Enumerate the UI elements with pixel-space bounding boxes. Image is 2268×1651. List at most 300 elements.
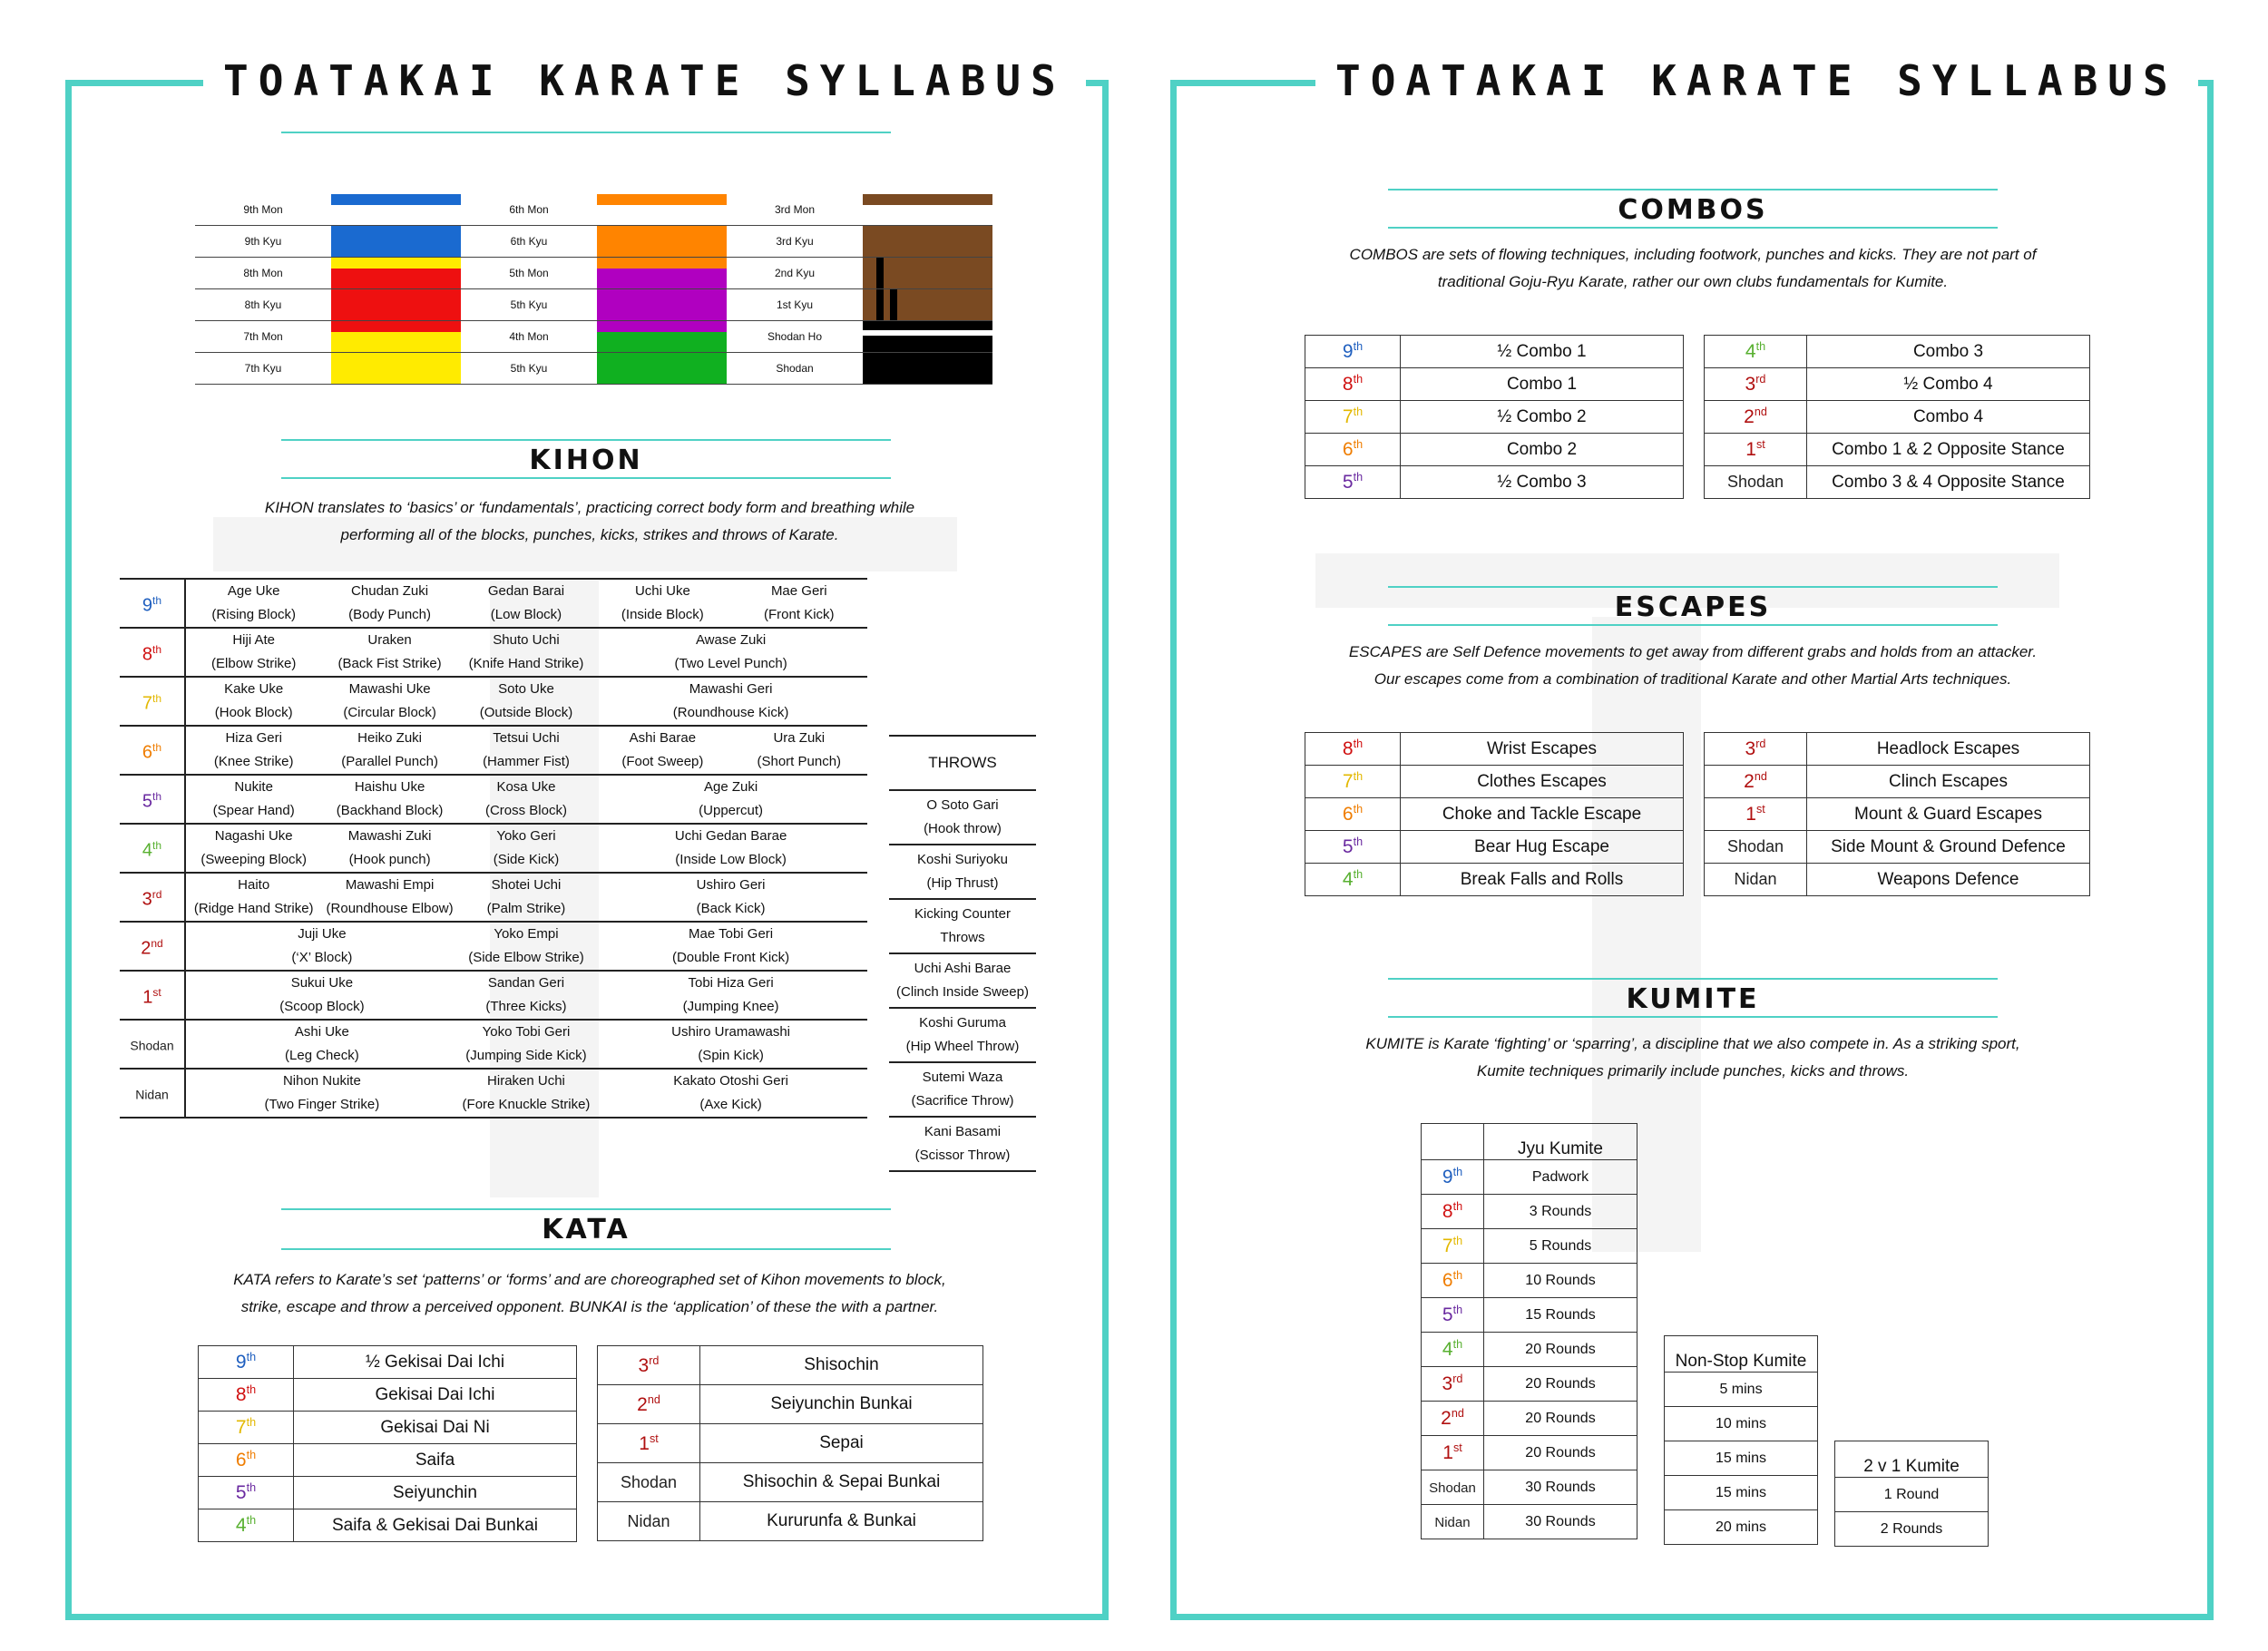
kihon-row [120, 873, 867, 922]
grade-number: 2 [141, 938, 152, 959]
technique-cell [185, 580, 321, 628]
technique-name: Ura Zuki [773, 730, 826, 746]
grade-suffix: th [1452, 1235, 1463, 1247]
grade-row [1705, 831, 2090, 864]
grade-suffix: th [1353, 438, 1364, 451]
grade-row [1305, 368, 1684, 401]
combos-desc-line-2: traditional Goju-Ryu Karate, rather our own clubs fundamentals for Kumite. [1437, 273, 1949, 290]
technique-name: Gedan Barai [487, 583, 565, 599]
grade-cell [120, 726, 185, 775]
item-cell: Gekisai Dai Ichi [294, 1379, 577, 1412]
technique-translation: (Sweeping Block) [200, 852, 308, 867]
belt-label: 3rd Kyu [727, 226, 863, 258]
grade-number: 4 [1342, 869, 1354, 890]
grade-row [1305, 733, 1684, 766]
grade-cell [120, 628, 185, 677]
grade-suffix: th [1452, 1338, 1463, 1351]
technique-cell [458, 628, 594, 677]
throw-row [889, 1117, 1036, 1171]
item-cell: ½ Combo 3 [1401, 466, 1684, 499]
nonstop-row [1665, 1373, 1818, 1407]
grade-cell [1422, 1402, 1484, 1436]
technique-cell [185, 971, 458, 1020]
nonstop-row [1665, 1441, 1818, 1476]
item-cell: Combo 3 [1807, 336, 2090, 368]
jyu-value: 20 Rounds [1484, 1436, 1637, 1470]
grade-number: 1 [1442, 1442, 1453, 1463]
technique-translation: (‘X’ Block) [291, 950, 353, 965]
technique-translation: (Back Kick) [696, 901, 766, 916]
belt-swatch [597, 289, 727, 321]
grade-cell [1422, 1367, 1484, 1402]
grade-row [1705, 368, 2090, 401]
grade-number: 7 [1442, 1236, 1453, 1256]
grade-suffix: rd [649, 1353, 660, 1367]
belt-swatch [863, 258, 992, 289]
jyu-value: 3 Rounds [1484, 1195, 1637, 1229]
grade-number: 8 [1342, 738, 1354, 759]
item-cell: Shisochin [700, 1346, 983, 1385]
nonstop-value: 15 mins [1665, 1476, 1818, 1510]
technique-cell [458, 677, 594, 726]
grade-number: 8 [142, 644, 153, 665]
grade-number: 9 [1342, 341, 1354, 362]
throw-translation: Throws [940, 930, 985, 945]
grade-number: 9 [142, 595, 153, 616]
belt-swatch [597, 353, 727, 385]
grade-cell [1305, 798, 1401, 831]
grade-number: 1 [1745, 804, 1756, 825]
grade-number: 9 [1442, 1167, 1453, 1187]
technique-translation: (Foot Sweep) [621, 754, 704, 769]
grade-row [1705, 336, 2090, 368]
grade-cell [120, 824, 185, 873]
grade-number: 6 [142, 742, 153, 763]
grade-row [199, 1509, 577, 1542]
grade-number: 1 [142, 987, 153, 1008]
technique-translation: (Cross Block) [484, 803, 567, 818]
technique-name: Ushiro Uramawashi [671, 1024, 791, 1040]
technique-name: Yoko Geri [496, 828, 556, 844]
grade-number: 6 [235, 1450, 247, 1470]
grade-cell [1422, 1333, 1484, 1367]
technique-cell [321, 824, 457, 873]
belt-label: 5th Mon [461, 258, 597, 289]
belt-swatch [863, 321, 992, 353]
kihon-description [136, 494, 1043, 549]
grade-row [1705, 864, 2090, 896]
technique-cell [458, 580, 594, 628]
grade-cell [1705, 766, 1807, 798]
kihon-top-line [281, 439, 891, 441]
belt-label: 7th Kyu [195, 353, 331, 385]
technique-cell [458, 1020, 594, 1069]
technique-name: Ushiro Geri [696, 877, 766, 893]
throw-name: O Soto Gari [926, 797, 999, 813]
technique-cell [458, 775, 594, 824]
belt-label: 9th Mon [195, 194, 331, 226]
technique-name: Mae Geri [770, 583, 827, 599]
grade-row [1705, 466, 2090, 499]
technique-name: Haito [238, 877, 270, 893]
combos-description [1239, 241, 2146, 296]
belt-label: 5th Kyu [461, 353, 597, 385]
grade-number: 3 [1745, 374, 1756, 395]
grade-cell [1705, 798, 1807, 831]
throw-cell [889, 845, 1036, 899]
grade-suffix: th [246, 1514, 257, 1527]
grade-number: 2 [1744, 406, 1755, 427]
throw-name: Kani Basami [924, 1124, 1002, 1139]
grade-cell [199, 1509, 294, 1542]
technique-translation: (Jumping Side Kick) [465, 1048, 587, 1063]
throw-cell [889, 953, 1036, 1008]
grade-number: 6 [1342, 804, 1354, 825]
grade-suffix: rd [1755, 373, 1766, 386]
technique-cell [594, 775, 867, 824]
escapes-table-left [1305, 732, 1684, 896]
grade-row [1305, 434, 1684, 466]
item-cell: ½ Combo 2 [1401, 401, 1684, 434]
technique-cell [185, 1069, 458, 1118]
jyu-value: Padwork [1484, 1160, 1637, 1195]
kihon-row [120, 922, 867, 971]
escapes-table-right [1704, 732, 2090, 896]
item-cell: Headlock Escapes [1807, 733, 2090, 766]
technique-name: Juji Uke [298, 926, 347, 942]
technique-name: Yoko Empi [494, 926, 559, 942]
technique-name: Shotei Uchi [491, 877, 562, 893]
item-cell: ½ Combo 4 [1807, 368, 2090, 401]
technique-cell [321, 677, 457, 726]
grade-number: 6 [1442, 1270, 1453, 1291]
grade-row [1305, 864, 1684, 896]
grade-cell [199, 1444, 294, 1477]
grade-suffix: st [1755, 803, 1765, 816]
belt-swatch [331, 258, 461, 289]
grade-row [1705, 401, 2090, 434]
belt-swatch [597, 258, 727, 289]
kumite-desc-line-2: Kumite techniques primarily include punches, kicks and throws. [1476, 1062, 1910, 1080]
two-v-one-row [1835, 1512, 1989, 1547]
grade-number: 3 [1745, 738, 1756, 759]
technique-cell [185, 922, 458, 971]
grade-suffix: th [1353, 770, 1364, 783]
technique-name: Mawashi Geri [689, 681, 773, 697]
technique-cell [185, 1020, 458, 1069]
throw-translation: (Hip Thrust) [926, 875, 999, 891]
grade-cell [1422, 1505, 1484, 1539]
grade-number: 4 [142, 840, 153, 861]
belt-row [195, 194, 992, 226]
belt-swatch [331, 289, 461, 321]
grade-cell [1305, 733, 1401, 766]
jyu-row [1422, 1402, 1637, 1436]
throw-name: Sutemi Waza [922, 1070, 1003, 1085]
item-cell: Mount & Guard Escapes [1807, 798, 2090, 831]
grade-suffix: th [246, 1416, 257, 1429]
technique-name: Mae Tobi Geri [689, 926, 774, 942]
grade-cell [120, 580, 185, 628]
technique-cell [594, 873, 867, 922]
technique-translation: (Roundhouse Elbow) [326, 901, 454, 916]
grade-row [1305, 831, 1684, 864]
two-v-one-header: 2 v 1 Kumite [1835, 1441, 1989, 1478]
technique-cell [594, 922, 867, 971]
grade-cell [1705, 733, 1807, 766]
belt-label: 6th Mon [461, 194, 597, 226]
grade-row [598, 1463, 983, 1502]
kihon-row [120, 775, 867, 824]
grade-row [1305, 798, 1684, 831]
grade-row [1705, 766, 2090, 798]
technique-name: Tobi Hiza Geri [688, 975, 774, 991]
throw-row [889, 845, 1036, 899]
item-cell: Combo 1 [1401, 368, 1684, 401]
technique-name: Ashi Uke [294, 1024, 349, 1040]
nonstop-row [1665, 1510, 1818, 1545]
escapes-heading: ESCAPES [1614, 591, 1772, 623]
technique-name: Soto Uke [498, 681, 554, 697]
throw-translation: (Hip Wheel Throw) [905, 1039, 1020, 1054]
grade-cell [120, 1069, 185, 1118]
technique-cell [185, 873, 321, 922]
throw-cell [889, 1062, 1036, 1117]
grade-row [199, 1346, 577, 1379]
grade-suffix: st [649, 1431, 659, 1445]
jyu-row [1422, 1298, 1637, 1333]
belt-label: 8th Kyu [195, 289, 331, 321]
technique-name: Mawashi Uke [348, 681, 431, 697]
grade-suffix: th [246, 1481, 257, 1494]
belt-row [195, 226, 992, 258]
kihon-table [120, 578, 867, 1119]
grade-number: 4 [1442, 1339, 1453, 1360]
combos-heading: COMBOS [1618, 194, 1768, 226]
belt-row [195, 258, 992, 289]
technique-name: Ashi Barae [629, 730, 697, 746]
throw-translation: (Sacrifice Throw) [911, 1093, 1014, 1109]
kumite-description [1239, 1031, 2146, 1085]
grade-row [1705, 434, 2090, 466]
grade-cell [120, 922, 185, 971]
throw-name: Uchi Ashi Barae [914, 961, 1012, 976]
item-cell: Wrist Escapes [1401, 733, 1684, 766]
grade-cell [1705, 368, 1807, 401]
grade-suffix: th [246, 1351, 257, 1363]
belt-row [195, 321, 992, 353]
two-v-one-row [1835, 1478, 1989, 1512]
grade-number: 3 [142, 889, 152, 910]
item-cell: Kururunfa & Bunkai [700, 1502, 983, 1541]
technique-cell [594, 971, 867, 1020]
combos-bottom-line [1388, 227, 1998, 229]
technique-name: Kosa Uke [496, 779, 556, 795]
kata-heading: KATA [542, 1214, 631, 1246]
technique-cell [594, 824, 867, 873]
jyu-value: 10 Rounds [1484, 1264, 1637, 1298]
technique-translation: (Front Kick) [764, 607, 835, 622]
grade-suffix: th [246, 1449, 257, 1461]
grade-number: 5 [1342, 472, 1354, 493]
item-cell: Clothes Escapes [1401, 766, 1684, 798]
technique-translation: (Body Punch) [348, 607, 432, 622]
combos-table-right [1704, 335, 2090, 499]
jyu-row [1422, 1470, 1637, 1505]
belt-row [195, 353, 992, 385]
technique-translation: (Knee Strike) [213, 754, 294, 769]
grade-cell [1705, 466, 1807, 499]
belt-swatch [331, 321, 461, 353]
right-page [1134, 0, 2268, 1651]
belt-label: 8th Mon [195, 258, 331, 289]
grade-cell [1422, 1195, 1484, 1229]
grade-number: 8 [235, 1384, 247, 1405]
jyu-row [1422, 1264, 1637, 1298]
grade-row [598, 1385, 983, 1424]
belt-swatch [597, 194, 727, 226]
grade-suffix: th [1353, 868, 1364, 881]
technique-name: Kake Uke [224, 681, 284, 697]
technique-name: Sukui Uke [290, 975, 354, 991]
technique-cell [321, 873, 457, 922]
kihon-row [120, 971, 867, 1020]
grade-cell [1305, 434, 1401, 466]
technique-cell [185, 775, 321, 824]
grade-number: 2 [1744, 771, 1755, 792]
item-cell: Shisochin & Sepai Bunkai [700, 1463, 983, 1502]
technique-translation: (Side Kick) [493, 852, 560, 867]
technique-translation: (Circular Block) [343, 705, 436, 720]
jyu-row [1422, 1229, 1637, 1264]
grade-cell [598, 1346, 700, 1385]
grade-number: 3 [638, 1354, 650, 1376]
grade-cell [199, 1379, 294, 1412]
technique-translation: (Low Block) [490, 607, 562, 622]
grade-number: Nidan [627, 1511, 670, 1530]
throw-name: Kicking Counter [914, 906, 1011, 922]
nonstop-value: 5 mins [1665, 1373, 1818, 1407]
kihon-row [120, 677, 867, 726]
grade-number: 8 [1342, 374, 1354, 395]
jyu-value: 20 Rounds [1484, 1367, 1637, 1402]
grade-suffix: th [152, 839, 162, 853]
grade-row [1705, 798, 2090, 831]
grade-suffix: th [1353, 340, 1364, 353]
grade-number: 9 [235, 1352, 247, 1373]
grade-row [1705, 733, 2090, 766]
grade-number: 2 [637, 1393, 648, 1415]
grade-suffix: th [1755, 340, 1766, 353]
technique-name: Age Uke [227, 583, 280, 599]
technique-translation: (Rising Block) [211, 607, 296, 622]
grade-cell [598, 1502, 700, 1541]
kihon-desc-line-1: KIHON translates to ‘basics’ or ‘fundamentals’, practicing correct body form and breathing while [264, 499, 915, 516]
kata-description [136, 1266, 1043, 1321]
technique-translation: (Two Level Punch) [674, 656, 787, 671]
grade-row [199, 1477, 577, 1509]
technique-translation: (Back Fist Strike) [337, 656, 442, 671]
technique-cell [594, 726, 730, 775]
technique-translation: (Scoop Block) [279, 999, 365, 1014]
technique-translation: (Short Punch) [757, 754, 842, 769]
throw-name: Koshi Guruma [919, 1015, 1006, 1031]
grade-row [199, 1412, 577, 1444]
escapes-bottom-line [1388, 624, 1998, 626]
grade-number: Nidan [135, 1087, 169, 1102]
grade-number: 7 [235, 1417, 247, 1438]
technique-cell [458, 726, 594, 775]
kihon-row [120, 580, 867, 628]
item-cell: Choke and Tackle Escape [1401, 798, 1684, 831]
grade-cell [120, 873, 185, 922]
item-cell: Clinch Escapes [1807, 766, 2090, 798]
technique-translation: (Hook punch) [348, 852, 431, 867]
kumite-heading: KUMITE [1626, 983, 1760, 1015]
grade-number: 7 [1342, 771, 1354, 792]
grade-cell [1422, 1229, 1484, 1264]
right-page-title: TOATAKAI KARATE SYLLABUS [1315, 56, 2198, 105]
jyu-row [1422, 1436, 1637, 1470]
technique-cell [185, 677, 321, 726]
kihon-heading: KIHON [529, 444, 643, 476]
item-cell: Saifa [294, 1444, 577, 1477]
item-cell: Seiyunchin [294, 1477, 577, 1509]
technique-name: Shuto Uchi [493, 632, 560, 648]
technique-translation: (Fore Knuckle Strike) [462, 1097, 591, 1112]
technique-name: Yoko Tobi Geri [482, 1024, 571, 1040]
belt-swatch [597, 226, 727, 258]
escapes-description [1239, 639, 2146, 693]
grade-suffix: th [1353, 738, 1364, 750]
grade-row [1305, 466, 1684, 499]
item-cell: Bear Hug Escape [1401, 831, 1684, 864]
technique-cell [321, 628, 457, 677]
grade-suffix: st [1452, 1441, 1462, 1454]
jyu-row [1422, 1367, 1637, 1402]
item-cell: ½ Gekisai Dai Ichi [294, 1346, 577, 1379]
kumite-desc-line-1: KUMITE is Karate ‘fighting’ or ‘sparring’, a discipline that we also compete in. As a striking sport, [1365, 1035, 2020, 1052]
kihon-row [120, 1020, 867, 1069]
combos-table-left [1305, 335, 1684, 499]
grade-cell [199, 1412, 294, 1444]
technique-name: Nukite [234, 779, 273, 795]
belt-row [195, 289, 992, 321]
grade-number: 4 [1745, 341, 1756, 362]
technique-translation: (Jumping Knee) [682, 999, 779, 1014]
kihon-desc-line-2: performing all of the blocks, punches, kicks, strikes and throws of Karate. [340, 526, 839, 543]
grade-cell [1705, 434, 1807, 466]
item-cell: Weapons Defence [1807, 864, 2090, 896]
grade-suffix: th [152, 643, 162, 657]
kihon-bottom-line [281, 477, 891, 479]
grade-number: 8 [1442, 1201, 1453, 1222]
technique-cell [594, 628, 867, 677]
grade-cell [120, 677, 185, 726]
belt-swatch [331, 226, 461, 258]
grade-suffix: nd [151, 937, 163, 951]
technique-cell [185, 726, 321, 775]
grade-number: 5 [1342, 836, 1354, 857]
grade-suffix: th [152, 741, 162, 755]
grade-row [598, 1502, 983, 1541]
belt-label: Shodan Ho [727, 321, 863, 353]
throw-translation: (Clinch Inside Sweep) [896, 984, 1029, 1000]
technique-translation: (Axe Kick) [699, 1097, 762, 1112]
two-v-one-value: 2 Rounds [1835, 1512, 1989, 1547]
technique-cell [458, 922, 594, 971]
grade-row [598, 1424, 983, 1463]
